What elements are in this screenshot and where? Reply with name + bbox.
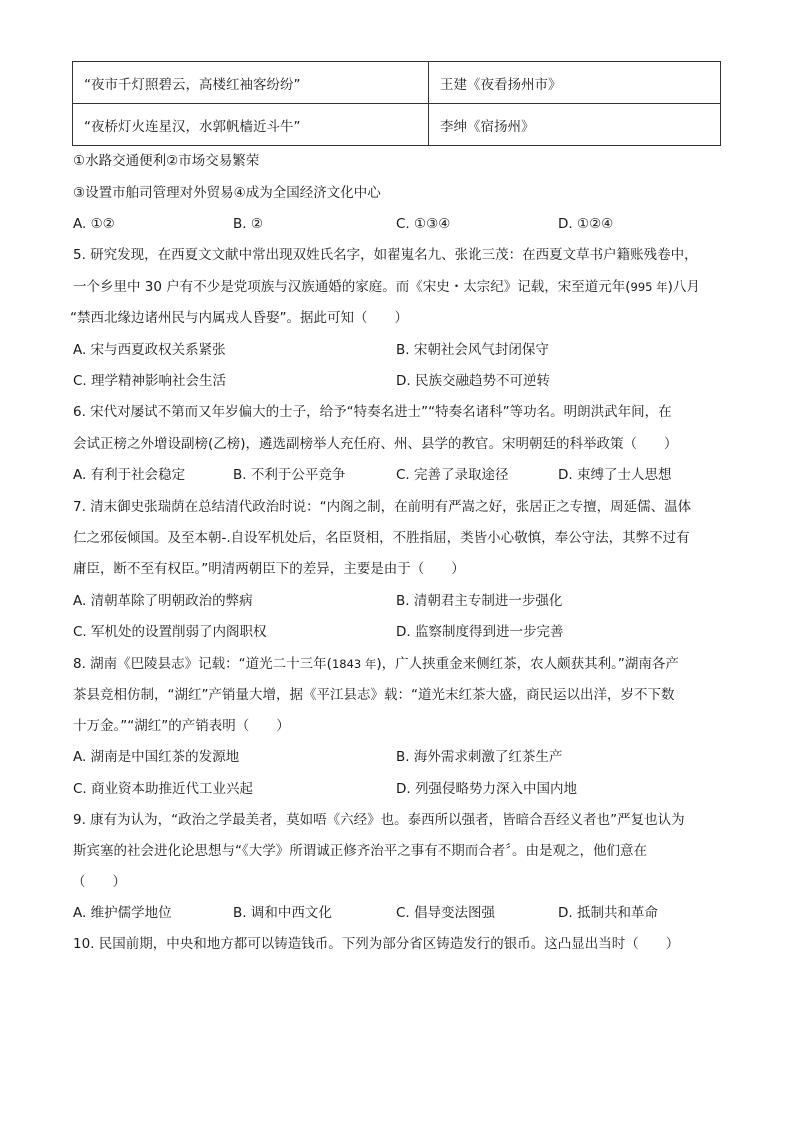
q8-year: 1843 年 <box>331 657 377 671</box>
q7-line2: 仁之邪佞倾国。及至本朝-.自设军机处后，名臣贤相，不胜指屈，类皆小心敬慎，奉公守法，其弊不过有 <box>73 530 690 546</box>
q5-line3: “禁西北缘边诸州民与内属戎人昏娶”。据此可知（ ） <box>70 310 408 326</box>
q7-option-c[interactable]: C. 军机处的设置削弱了内阁职权 <box>73 624 267 640</box>
table-row <box>73 104 721 146</box>
q8-option-d[interactable]: D. 列强侵略势力深入中国内地 <box>396 781 577 797</box>
q5-year: 995 年 <box>630 280 668 294</box>
source-cell: 王建《夜看扬州市》 <box>429 62 721 104</box>
q8-option-a[interactable]: A. 湖南是中国红茶的发源地 <box>73 749 240 765</box>
q7-option-b[interactable]: B. 清朝君主专制进一步强化 <box>396 593 563 609</box>
q6-option-c[interactable]: C. 完善了录取途径 <box>396 467 509 483</box>
poem-cell: “夜市千灯照碧云，高楼红袖客纷纷” <box>73 62 429 104</box>
q5-line2-text: 一个乡里中 30 户有不少是党项族与汉族通婚的家庭。而《宋史・太宗纪》记载，宋至道元年( <box>73 279 631 295</box>
q7-option-d[interactable]: D. 监察制度得到进一步完善 <box>396 624 564 640</box>
q9-option-a[interactable]: A. 维护儒学地位 <box>73 905 172 921</box>
q7-line1: 7. 清末御史张瑞荫在总结清代政治时说：“内阁之制，在前明有严嵩之好，张居正之专擅，周延儒、温体 <box>73 499 692 515</box>
q9-option-b[interactable]: B. 调和中西文化 <box>233 905 332 921</box>
q4-items-line2: ③设置市舶司管理对外贸易④成为全国经济文化中心 <box>73 185 381 201</box>
q7-line3: 庸臣，断不至有权臣。”明清两朝臣下的差异，主要是由于（ ） <box>73 561 465 577</box>
poem-cell: “夜桥灯火连星汉，水郭帆樯近斗牛” <box>73 104 429 146</box>
q8-option-b[interactable]: B. 海外需求刺激了红茶生产 <box>396 749 563 765</box>
q5-option-b[interactable]: B. 宋朝社会风气封闭保守 <box>396 342 549 358</box>
q8-line2: 茶县竞相仿制，“湖红”产销量大增，据《平江县志》载：“道光末红茶大盛，商民运以出洋，岁不下数 <box>73 687 675 703</box>
q9-option-c[interactable]: C. 倡导变法图强 <box>396 905 496 921</box>
q6-option-b[interactable]: B. 不利于公平竞争 <box>233 467 346 483</box>
q5-option-a[interactable]: A. 宋与西夏政权关系紧张 <box>73 342 226 358</box>
q9-option-d[interactable]: D. 抵制共和革命 <box>558 905 658 921</box>
q4-option-d[interactable]: D. ①②④ <box>558 216 614 232</box>
q8-option-c[interactable]: C. 商业资本助推近代工业兴起 <box>73 781 254 797</box>
table-row <box>73 62 721 104</box>
q4-items-line1: ①水路交通便利②市场交易繁荣 <box>73 153 260 169</box>
poem-table <box>72 61 721 146</box>
q4-option-b[interactable]: B. ② <box>233 216 263 232</box>
q5-line1: 5. 研究发现，在西夏文文献中常出现双姓氏名字，如翟嵬名九、张讹三茂：在西夏文草书户籍账残卷中， <box>73 247 698 263</box>
source-cell: 李绅《宿扬州》 <box>429 104 721 146</box>
q10-line1: 10. 民国前期，中央和地方都可以铸造钱币。下列为部分省区铸造发行的银币。这凸显出当时（ ） <box>73 936 680 952</box>
q5-option-c[interactable]: C. 理学精神影响社会生活 <box>73 373 227 389</box>
q5-line2 <box>73 277 700 297</box>
q9-line2: 斯宾塞的社会进化论思想与“《大学》所谓诚正修齐治平之事有不期而合者〞。由是观之，他们意在 <box>73 843 647 859</box>
q8-line3: 十万金。”“湖红”的产销表明（ ） <box>73 718 290 734</box>
q5-line2-text-end: )八月 <box>667 279 700 295</box>
q6-option-d[interactable]: D. 束缚了士人思想 <box>558 467 672 483</box>
q8-line1 <box>73 654 679 674</box>
q9-line1: 9. 康有为认为，“政治之学最美者，莫如唔《六经》也。泰西所以强者，皆暗合吾经义者也”严复也认为 <box>73 812 685 828</box>
q8-line1-text-end: )，广人挟重金来侧红茶，农人颇获其利。”湖南各产 <box>376 656 679 672</box>
q4-option-a[interactable]: A. ①② <box>73 216 115 232</box>
q7-option-a[interactable]: A. 清朝革除了明朝政治的弊病 <box>73 593 253 609</box>
q8-line1-text: 8. 湖南《巴陵县志》记载：“道光二十三年( <box>73 656 332 672</box>
q6-line1: 6. 宋代对屡试不第而又年岁偏大的士子，给予“特奏名进士”“特奏名诸科”等功名。明朗洪武年间，在 <box>73 404 672 420</box>
q9-line3: （ ） <box>72 874 126 890</box>
q5-option-d[interactable]: D. 民族交融趋势不可逆转 <box>396 373 550 389</box>
q6-line2: 会试正榜之外增设副榜(乙榜)，遴选副榜举人充任府、州、县学的教官。宋明朝廷的科举政策（ ） <box>73 436 678 452</box>
q4-option-c[interactable]: C. ①③④ <box>396 216 451 232</box>
q6-option-a[interactable]: A. 有利于社会稳定 <box>73 467 186 483</box>
